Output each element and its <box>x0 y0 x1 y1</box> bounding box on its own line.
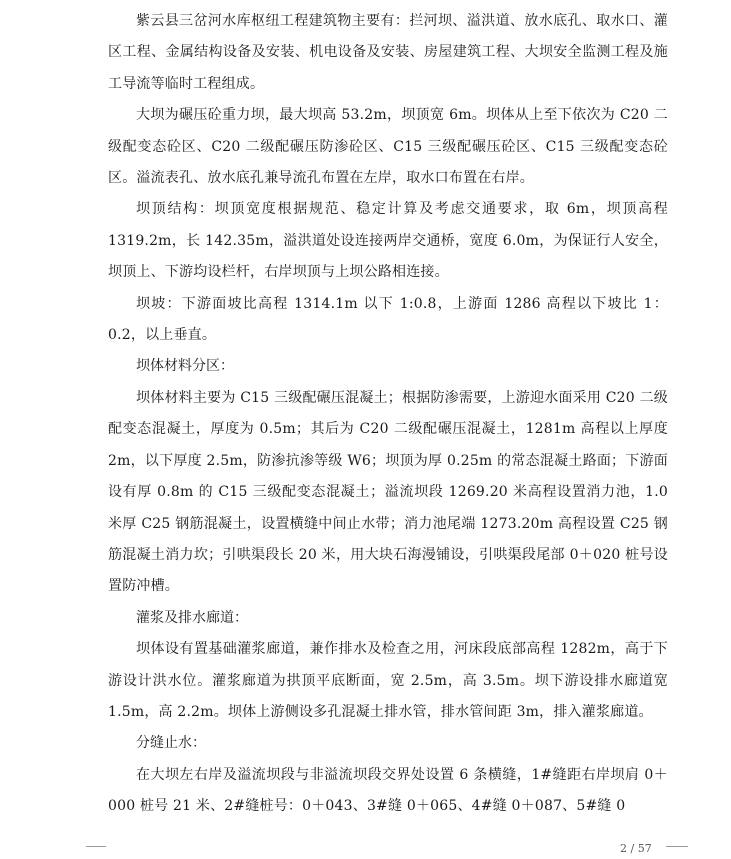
paragraph-dam: 大坝为碾压砼重力坝，最大坝高 53.2m，坝顶宽 6m。坝体从上至下依次为 C20 二级配变态砼区、C20 二级配碾压防渗砼区、C15 三级配碾压砼区、C15 三级配变态砼区。溢流表孔、放水底孔兼导流孔布置在左岸，取水口布置在右岸。 <box>108 107 668 187</box>
page-number: 2 / 57 <box>620 842 652 855</box>
paragraph-crest: 坝顶结构：坝顶宽度根据规范、稳定计算及考虑交通要求，取 6m，坝顶高程 1319.2m，长 142.35m，溢洪道处设连接两岸交通桥，宽度 6.0m，为保证行人安全，坝顶上、下游均设栏杆，右岸坝顶与上坝公路相连接。 <box>108 201 668 281</box>
page-corner-mark-left <box>86 846 106 857</box>
heading-materials: 坝体材料分区： <box>136 358 234 375</box>
page-corner-mark-right <box>666 846 688 857</box>
paragraph-gallery: 坝体设有置基础灌浆廊道，兼作排水及检查之用，河床段底部高程 1282m，高于下游设计洪水位。灌浆廊道为拱顶平底断面，宽 2.5m，高 3.5m。坝下游设排水廊道宽 1.5m，高 2.2m。坝体上游侧设多孔混凝土排水管，排水管间距 3m，排入灌浆廊道。 <box>108 641 668 720</box>
paragraph-joints: 在大坝左右岸及溢流坝段与非溢流坝段交界处设置 6 条横缝，1#缝距右岸坝肩 0＋000 桩号 21 米、2#缝桩号：0＋043、3#缝 0＋065、4#缝 0＋087、5#缝 0 <box>108 766 668 815</box>
paragraph-intro: 紫云县三岔河水库枢纽工程建筑物主要有：拦河坝、溢洪道、放水底孔、取水口、灌区工程、金属结构设备及安装、机电设备及安装、房屋建筑工程、大坝安全监测工程及施工导流等临时工程组成。 <box>108 13 668 92</box>
heading-gallery: 灌浆及排水廊道： <box>136 609 248 626</box>
document-body <box>108 6 668 823</box>
heading-joints: 分缝止水： <box>136 735 206 752</box>
paragraph-slope: 坝坡：下游面坡比高程 1314.1m 以下 1:0.8，上游面 1286 高程以下坡比 1：0.2，以上垂直。 <box>108 295 668 344</box>
paragraph-materials: 坝体材料主要为 C15 三级配碾压混凝土；根据防渗需要，上游迎水面采用 C20 二级配变态混凝土，厚度为 0.5m；其后为 C20 二级配碾压混凝土，1281m 高程以上厚度 2m，以下厚度 2.5m，防渗抗渗等级 W6；坝顶为厚 0.25m 的常态混凝土路面；下游面设有厚 0.8m 的 C15 三级配变态混凝土；溢流坝段 1269.20 米高程设置消力池，1.0 米厚 C25 钢筋混凝土，设置横缝中间止水带；消力池尾端 1273.20m 高程设置 C25 钢筋混凝土消力坎；引哄渠段长 20 米，用大块石海漫铺设，引哄渠段尾部 0＋020 桩号设置防冲槽。 <box>108 389 668 595</box>
